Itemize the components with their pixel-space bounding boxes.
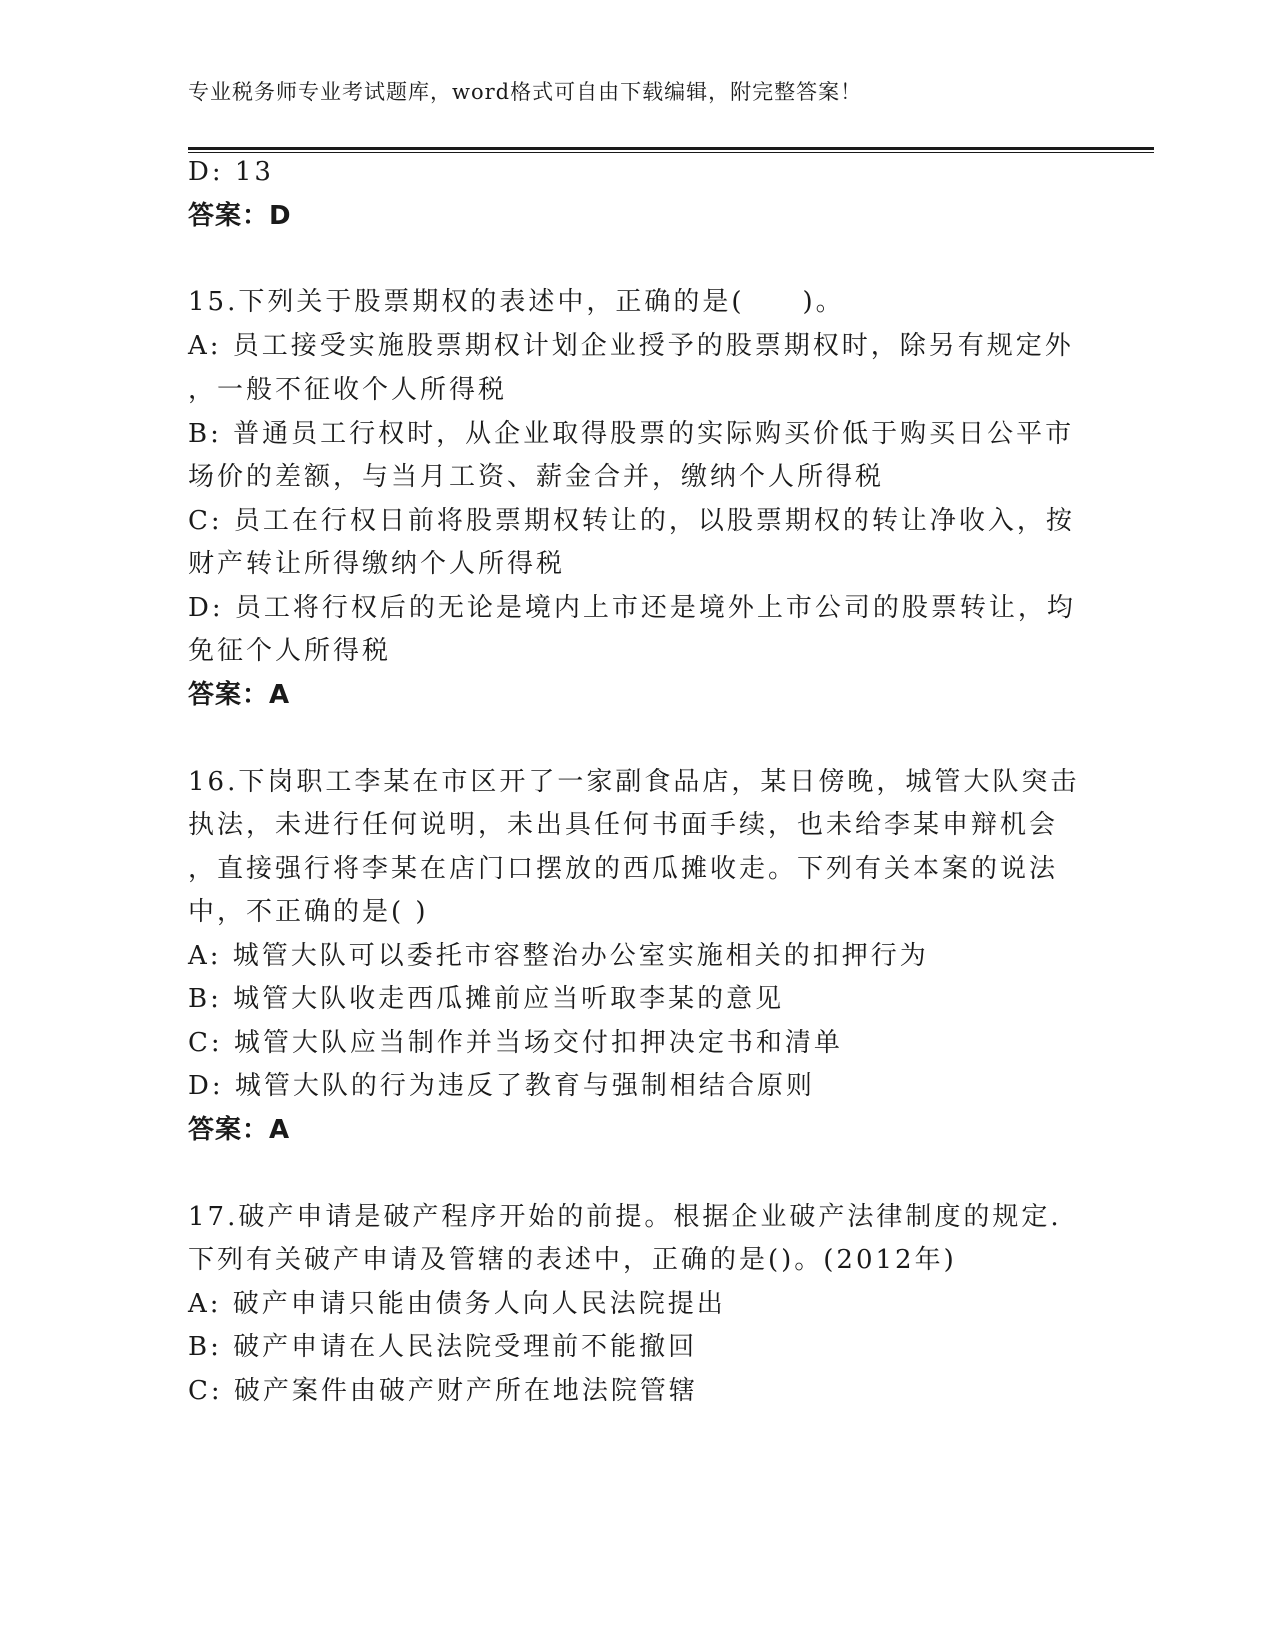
q16-option-a: A: 城管大队可以委托市容整治办公室实施相关的扣押行为 xyxy=(188,941,929,971)
prev-option-d: D: 13 xyxy=(188,157,274,187)
q16-stem-line2: 执法，未进行任何说明，未出具任何书面手续，也未给李某申辩机会 xyxy=(188,810,1059,840)
q16-option-d: D: 城管大队的行为违反了教育与强制相结合原则 xyxy=(188,1071,815,1101)
prev-answer: 答案：D xyxy=(188,201,292,231)
q16-option-c: C: 城管大队应当制作并当场交付扣押决定书和清单 xyxy=(188,1028,843,1058)
q15-option-c-line1: C: 员工在行权日前将股票期权转让的，以股票期权的转让净收入，按 xyxy=(188,506,1075,536)
q17-option-a: A: 破产申请只能由债务人向人民法院提出 xyxy=(188,1289,726,1319)
q15-option-d-line1: D: 员工将行权后的无论是境内上市还是境外上市公司的股票转让，均 xyxy=(188,593,1076,623)
q16-option-b: B: 城管大队收走西瓜摊前应当听取李某的意见 xyxy=(188,984,785,1014)
q15-option-d-line2: 免征个人所得税 xyxy=(188,636,392,666)
q15-option-a-line2: ，一般不征收个人所得税 xyxy=(188,375,508,405)
q15-option-b-line1: B: 普通员工行权时，从企业取得股票的实际购买价低于购买日公平市 xyxy=(188,419,1075,449)
page-header: 专业税务师专业考试题库，word格式可自由下载编辑，附完整答案！ xyxy=(188,80,863,104)
q17-stem-line2: 下列有关破产申请及管辖的表述中，正确的是()。(2012年) xyxy=(188,1245,957,1275)
q15-option-c-line2: 财产转让所得缴纳个人所得税 xyxy=(188,549,566,579)
q15-stem: 15.下列关于股票期权的表述中，正确的是( )。 xyxy=(188,287,845,317)
q15-answer: 答案：A xyxy=(188,680,291,710)
q16-answer: 答案：A xyxy=(188,1115,291,1145)
q17-stem-line1: 17.破产申请是破产程序开始的前提。根据企业破产法律制度的规定. xyxy=(188,1202,1062,1232)
q15-option-a-line1: A: 员工接受实施股票期权计划企业授予的股票期权时，除另有规定外 xyxy=(188,331,1074,361)
q17-option-c: C: 破产案件由破产财产所在地法院管辖 xyxy=(188,1376,698,1406)
q16-stem-line4: 中，不正确的是( ) xyxy=(188,897,429,927)
q17-option-b: B: 破产申请在人民法院受理前不能撤回 xyxy=(188,1332,698,1362)
header-rule-thin xyxy=(188,152,1154,153)
q16-stem-line3: ，直接强行将李某在店门口摆放的西瓜摊收走。下列有关本案的说法 xyxy=(188,854,1059,884)
header-rule-thick xyxy=(188,147,1154,150)
q16-stem-line1: 16.下岗职工李某在市区开了一家副食品店，某日傍晚，城管大队突击 xyxy=(188,767,1080,797)
q15-option-b-line2: 场价的差额，与当月工资、薪金合并，缴纳个人所得税 xyxy=(188,462,885,492)
